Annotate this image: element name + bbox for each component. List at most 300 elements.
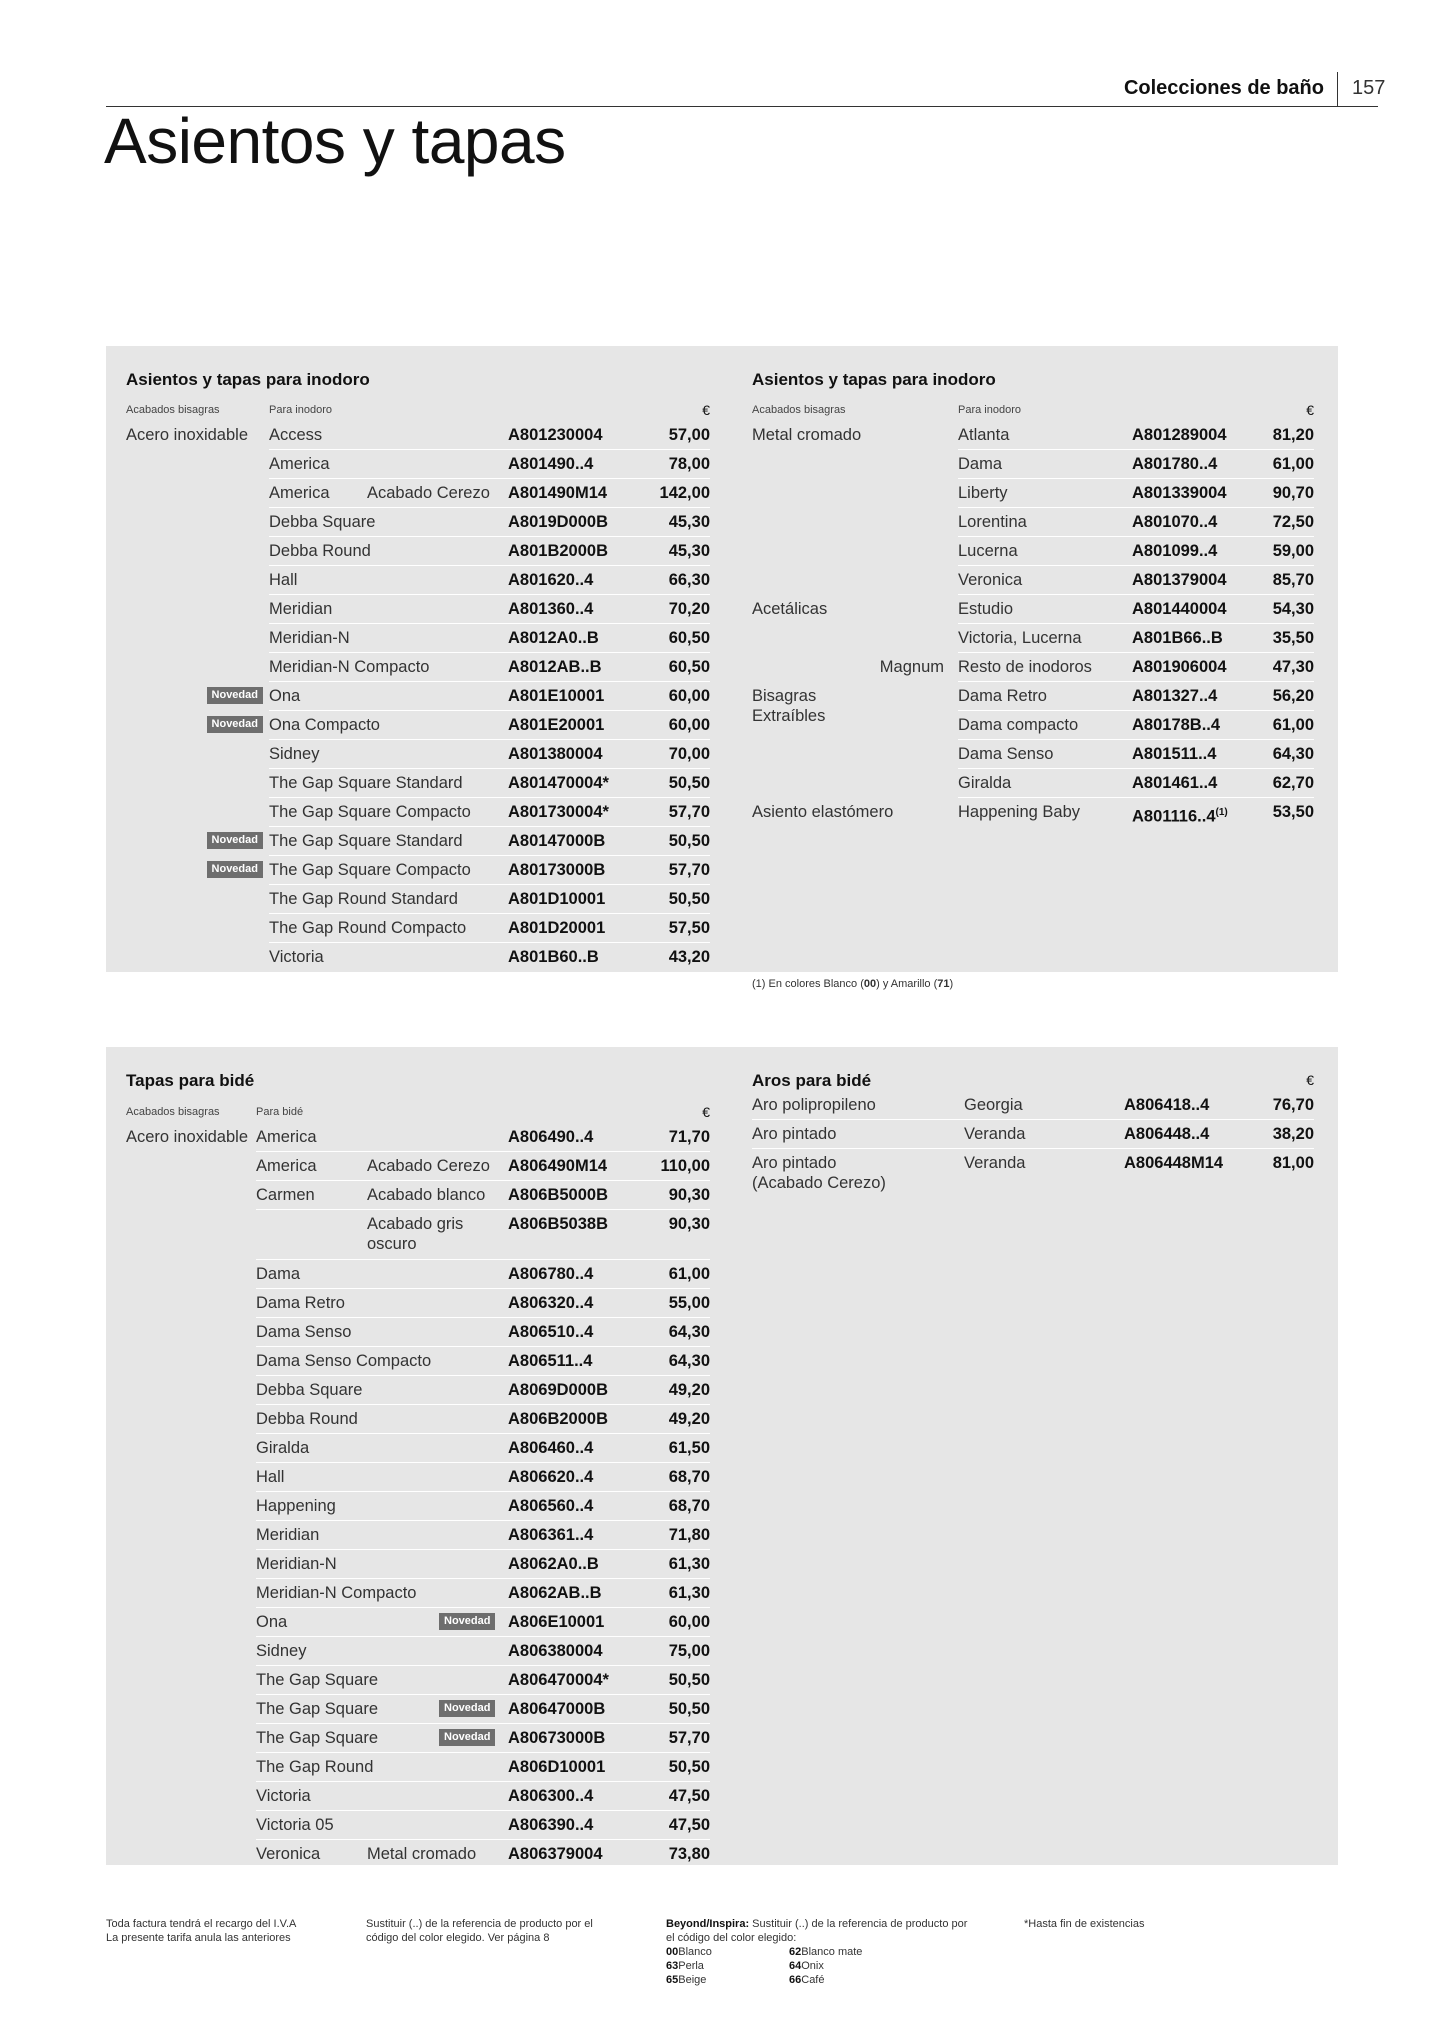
price: 61,30 — [668, 1584, 710, 1602]
panel-bide — [106, 1047, 1338, 1865]
color-code-item — [789, 1973, 825, 1987]
model-name: Sidney — [256, 1642, 307, 1660]
table-row — [126, 1752, 710, 1781]
table-row — [752, 739, 1314, 768]
product-code — [508, 1700, 605, 1719]
product-code — [508, 1787, 593, 1806]
model-name: Lucerna — [958, 542, 1018, 560]
page-number: 157 — [1352, 77, 1386, 99]
product-code — [508, 1186, 608, 1205]
product-code-text: A80178B..4 — [1132, 716, 1221, 734]
table-row — [126, 826, 710, 855]
price: 68,70 — [668, 1497, 710, 1515]
product-code — [508, 1729, 605, 1748]
color-name: Beige — [678, 1974, 707, 1986]
price: 54,30 — [1272, 600, 1314, 618]
product-code-text: A806379004 — [508, 1845, 603, 1863]
price: 50,50 — [668, 1700, 710, 1718]
price: 61,00 — [1272, 716, 1314, 734]
row-divider — [256, 1433, 710, 1434]
row-divider — [269, 507, 710, 508]
model-name: Veranda — [964, 1125, 1026, 1143]
product-code-text: A806448..4 — [1124, 1125, 1210, 1143]
model-name: The Gap Round Compacto — [269, 919, 467, 937]
product-code-text: A806448M14 — [1124, 1154, 1224, 1172]
product-code — [508, 658, 602, 677]
product-code-text: A801B2000B — [508, 542, 608, 560]
row-divider — [958, 797, 1314, 798]
model-name: Access — [269, 426, 323, 444]
hinge-finish-label: Aro polipropileno — [752, 1096, 876, 1114]
product-code — [1132, 513, 1217, 532]
product-code-text: A801E20001 — [508, 716, 605, 734]
color-name: Café — [801, 1974, 825, 1986]
product-code — [508, 1816, 593, 1835]
product-code — [508, 426, 603, 445]
table-row — [126, 507, 710, 536]
product-code — [508, 484, 607, 503]
model-name: Veranda — [964, 1154, 1026, 1172]
model-name: Debba Square — [256, 1381, 363, 1399]
table-row — [126, 1549, 710, 1578]
row-divider — [256, 1665, 710, 1666]
footnote: (1) En colores Blanco (00) y Amarillo (71) — [752, 978, 954, 990]
product-code-text: A806390..4 — [508, 1816, 594, 1834]
novedad-badge: Novedad — [207, 716, 263, 733]
novedad-badge: Novedad — [207, 861, 263, 878]
product-code-text: A806560..4 — [508, 1497, 594, 1515]
table-row — [752, 797, 1314, 826]
product-code — [1124, 1154, 1223, 1173]
row-divider — [269, 478, 710, 479]
product-code — [1132, 600, 1227, 619]
product-code-text: A8012A0..B — [508, 629, 599, 647]
price: 47,30 — [1272, 658, 1314, 676]
color-name: Perla — [678, 1960, 704, 1972]
price: 50,50 — [668, 774, 710, 792]
row-divider — [256, 1723, 710, 1724]
price: 43,20 — [668, 948, 710, 966]
row-divider — [256, 1839, 710, 1840]
product-code-text: A8062A0..B — [508, 1555, 599, 1573]
row-divider — [269, 942, 710, 943]
product-code — [508, 1671, 609, 1690]
product-code-text: A801461..4 — [1132, 774, 1218, 792]
table-row — [126, 1288, 710, 1317]
product-code — [508, 1352, 592, 1371]
price: 50,50 — [668, 832, 710, 850]
section-title: Aros para bidé — [752, 1071, 872, 1090]
row-divider — [269, 884, 710, 885]
product-code — [508, 919, 605, 938]
model-name: Ona — [256, 1613, 288, 1631]
product-code-text: A806380004 — [508, 1642, 603, 1660]
product-code — [508, 745, 603, 764]
product-code-text: A801116..4 — [1132, 807, 1216, 826]
color-code: 00 — [666, 1946, 679, 1958]
product-code-text: A806B5000B — [508, 1186, 608, 1204]
row-divider — [269, 739, 710, 740]
table-row — [126, 1346, 710, 1375]
product-code — [1132, 426, 1227, 445]
price: 49,20 — [668, 1381, 710, 1399]
product-code — [1132, 455, 1217, 474]
price: 64,30 — [1272, 745, 1314, 763]
row-divider — [752, 1119, 1314, 1120]
table-row — [126, 1433, 710, 1462]
column-header-for: Para inodoro — [958, 404, 1021, 416]
table-row — [126, 536, 710, 565]
price: 110,00 — [660, 1157, 710, 1175]
product-code — [1132, 687, 1217, 706]
product-code — [508, 513, 608, 532]
model-name: Debba Round — [256, 1410, 358, 1428]
hinge-finish-label: Metal cromado — [752, 426, 862, 444]
row-divider — [256, 1375, 710, 1376]
product-code-text: A801511..4 — [1132, 745, 1217, 763]
price: 57,50 — [668, 919, 710, 937]
price: 60,50 — [668, 629, 710, 647]
row-divider — [269, 681, 710, 682]
model-name: The Gap Square Standard — [269, 774, 463, 792]
row-divider — [958, 594, 1314, 595]
table-row — [126, 768, 710, 797]
row-divider — [256, 1694, 710, 1695]
row-divider — [958, 449, 1314, 450]
product-code-text: A801490..4 — [508, 455, 594, 473]
price: 61,30 — [668, 1555, 710, 1573]
model-name: The Gap Square — [256, 1671, 378, 1689]
row-divider — [256, 1810, 710, 1811]
product-code-text: A801379004 — [1132, 571, 1227, 589]
currency-header: € — [1306, 1072, 1314, 1088]
row-divider — [256, 1151, 710, 1152]
row-divider — [269, 594, 710, 595]
table-row — [126, 1375, 710, 1404]
row-divider — [958, 652, 1314, 653]
price: 90,70 — [1272, 484, 1314, 502]
row-divider — [269, 536, 710, 537]
model-name: The Gap Round Standard — [269, 890, 458, 908]
product-code-text: A801380004 — [508, 745, 603, 763]
table-row — [126, 884, 710, 913]
product-code — [508, 1381, 608, 1400]
row-divider — [269, 565, 710, 566]
row-divider — [958, 768, 1314, 769]
price: 71,70 — [668, 1128, 710, 1146]
product-code-text: A806320..4 — [508, 1294, 594, 1312]
product-code — [1132, 484, 1227, 503]
row-divider — [256, 1781, 710, 1782]
currency-header: € — [1306, 402, 1314, 418]
table-row — [752, 449, 1314, 478]
price: 53,50 — [1272, 803, 1314, 821]
price: 75,00 — [668, 1642, 710, 1660]
product-code-text: A801070..4 — [1132, 513, 1218, 531]
table-row — [752, 478, 1314, 507]
footer-color-note: Sustituir (..) de la referencia de producto por el código del color elegido. Ver página 8 — [366, 1918, 593, 1944]
product-code — [508, 832, 605, 851]
model-name: Happening — [256, 1497, 336, 1515]
price: 60,50 — [668, 658, 710, 676]
product-code-text: A801289004 — [1132, 426, 1227, 444]
product-code-text: A806300..4 — [508, 1787, 594, 1805]
price: 73,80 — [668, 1845, 710, 1863]
product-code-text: A801B60..B — [508, 948, 599, 966]
price: 57,70 — [668, 1729, 710, 1747]
table-row — [126, 1122, 710, 1151]
price: 66,30 — [668, 571, 710, 589]
table-row — [126, 623, 710, 652]
color-code: 64 — [789, 1960, 802, 1972]
product-code-text: A806511..4 — [508, 1352, 593, 1370]
table-row — [126, 1578, 710, 1607]
currency-header: € — [702, 1104, 710, 1120]
model-name: Veronica — [256, 1845, 321, 1863]
product-code — [508, 1410, 608, 1429]
product-code — [1132, 629, 1223, 648]
product-code-text: A806B5038B — [508, 1215, 608, 1233]
product-code — [508, 890, 605, 909]
row-divider — [958, 681, 1314, 682]
table-row — [126, 1723, 710, 1752]
product-code — [508, 1845, 603, 1864]
color-code-list — [666, 1945, 866, 1987]
product-code-text: A806490..4 — [508, 1128, 594, 1146]
model-name: Veronica — [958, 571, 1023, 589]
row-divider — [256, 1549, 710, 1550]
hinge-finish-label: Extraíbles — [752, 707, 826, 725]
series-label: Magnum — [879, 658, 944, 676]
model-name: Dama Senso Compacto — [256, 1352, 432, 1370]
price: 60,00 — [668, 716, 710, 734]
product-code — [508, 542, 608, 561]
row-divider — [256, 1636, 710, 1637]
product-code — [1132, 774, 1217, 793]
hinge-finish-label: (Acabado Cerezo) — [752, 1174, 886, 1192]
finish-label: Acabado gris — [367, 1215, 464, 1233]
model-name: Georgia — [964, 1096, 1023, 1114]
row-divider — [269, 797, 710, 798]
color-name: Blanco mate — [801, 1946, 863, 1958]
product-code — [508, 803, 609, 822]
product-code — [508, 1265, 593, 1284]
row-divider — [752, 1148, 1314, 1149]
price: 60,00 — [668, 687, 710, 705]
price: 68,70 — [668, 1468, 710, 1486]
price: 50,50 — [668, 1671, 710, 1689]
table-row — [126, 449, 710, 478]
finish-label: Acabado Cerezo — [367, 484, 490, 502]
product-code-text: A801327..4 — [1132, 687, 1218, 705]
row-divider — [256, 1578, 710, 1579]
product-code — [508, 1468, 593, 1487]
product-code-text: A8019D000B — [508, 513, 608, 531]
product-code — [1132, 571, 1227, 590]
table-row — [126, 652, 710, 681]
currency-header: € — [702, 402, 710, 418]
product-code-text: A801360..4 — [508, 600, 594, 618]
product-code-text: A806780..4 — [508, 1265, 594, 1283]
model-name: Giralda — [958, 774, 1012, 792]
color-code: 63 — [666, 1960, 679, 1972]
product-code — [1124, 1125, 1209, 1144]
row-divider — [256, 1752, 710, 1753]
price: 72,50 — [1272, 513, 1314, 531]
table-row — [126, 1462, 710, 1491]
price: 57,70 — [668, 861, 710, 879]
table-row — [752, 768, 1314, 797]
product-code-text: A8012AB..B — [508, 658, 602, 676]
price: 57,00 — [668, 426, 710, 444]
hinge-finish-label: Aro pintado — [752, 1154, 837, 1172]
product-code — [508, 1555, 599, 1574]
table-row — [752, 507, 1314, 536]
price: 70,00 — [668, 745, 710, 763]
product-code — [508, 716, 604, 735]
row-divider — [256, 1462, 710, 1463]
table-row — [126, 1259, 710, 1288]
product-code-text: A806361..4 — [508, 1526, 594, 1544]
product-code — [1132, 745, 1216, 764]
row-divider — [256, 1209, 710, 1210]
product-code-text: A801490M14 — [508, 484, 608, 502]
hinge-finish-label: Acetálicas — [752, 600, 828, 618]
price: 59,00 — [1272, 542, 1314, 560]
product-code — [508, 1157, 607, 1176]
color-name: Onix — [801, 1960, 824, 1972]
model-name: Meridian-N — [256, 1555, 337, 1573]
price: 81,20 — [1272, 426, 1314, 444]
product-code-text: A806460..4 — [508, 1439, 594, 1457]
page-title: Asientos y tapas — [104, 105, 566, 177]
row-divider — [256, 1520, 710, 1521]
product-code — [508, 1439, 593, 1458]
row-divider — [256, 1346, 710, 1347]
model-name: Dama — [958, 455, 1003, 473]
model-name: Dama — [256, 1265, 301, 1283]
model-name: Happening Baby — [958, 803, 1081, 821]
price: 70,20 — [668, 600, 710, 618]
price: 50,50 — [668, 890, 710, 908]
column-header-finish: Acabados bisagras — [126, 404, 220, 416]
finish-label: Metal cromado — [367, 1845, 477, 1863]
product-code — [1132, 716, 1220, 735]
model-name: Dama Senso — [256, 1323, 352, 1341]
product-code — [508, 1642, 603, 1661]
price: 81,00 — [1272, 1154, 1314, 1172]
column-header-for: Para inodoro — [269, 404, 332, 416]
product-code — [508, 1613, 604, 1632]
product-code-text: A80147000B — [508, 832, 606, 850]
novedad-badge: Novedad — [207, 832, 263, 849]
table-row — [126, 1781, 710, 1810]
product-code-text: A801B66..B — [1132, 629, 1223, 647]
model-name: Victoria 05 — [256, 1816, 334, 1834]
color-code: 66 — [789, 1974, 802, 1986]
price: 55,00 — [668, 1294, 710, 1312]
product-code-text: A80673000B — [508, 1729, 606, 1747]
table-row — [752, 652, 1314, 681]
table-row — [126, 710, 710, 739]
product-code — [508, 687, 604, 706]
product-code-text: A806620..4 — [508, 1468, 594, 1486]
row-divider — [269, 855, 710, 856]
product-code-text: A806B2000B — [508, 1410, 608, 1428]
model-name: Debba Round — [269, 542, 371, 560]
row-divider — [269, 710, 710, 711]
product-code-text: A801620..4 — [508, 571, 594, 589]
price: 61,00 — [1272, 455, 1314, 473]
model-name: The Gap Square Compacto — [269, 803, 471, 821]
novedad-badge: Novedad — [207, 687, 263, 704]
product-code — [508, 1128, 593, 1147]
row-divider — [269, 652, 710, 653]
price: 56,20 — [1272, 687, 1314, 705]
product-code-text: A806490M14 — [508, 1157, 608, 1175]
row-divider — [256, 1404, 710, 1405]
model-name: America — [269, 455, 330, 473]
product-code — [508, 1497, 593, 1516]
price: 45,30 — [668, 542, 710, 560]
model-name: Ona Compacto — [269, 716, 380, 734]
footer-stock-note: *Hasta fin de existencias — [1024, 1918, 1145, 1930]
row-divider — [269, 826, 710, 827]
column-header-for: Para bidé — [256, 1106, 304, 1118]
model-name: Ona — [269, 687, 301, 705]
price: 71,80 — [668, 1526, 710, 1544]
product-code — [508, 774, 609, 793]
model-name: Meridian — [256, 1526, 320, 1544]
color-code-item — [666, 1945, 712, 1959]
model-name: Lorentina — [958, 513, 1027, 531]
product-code — [508, 1584, 602, 1603]
product-code-text: A801780..4 — [1132, 455, 1218, 473]
model-name: Victoria — [269, 948, 324, 966]
row-divider — [256, 1180, 710, 1181]
model-name: Dama Retro — [958, 687, 1047, 705]
product-code — [508, 600, 593, 619]
price: 47,50 — [668, 1816, 710, 1834]
color-code: 65 — [666, 1974, 679, 1986]
model-name: Dama Retro — [256, 1294, 345, 1312]
product-code — [508, 948, 599, 967]
row-divider — [958, 536, 1314, 537]
model-name: The Gap Square — [256, 1700, 378, 1718]
table-row — [126, 565, 710, 594]
product-code-text: A801230004 — [508, 426, 603, 444]
color-code: 62 — [789, 1946, 802, 1958]
table-row — [752, 623, 1314, 652]
table-row — [126, 420, 710, 449]
product-code — [508, 1323, 593, 1342]
header-divider — [1337, 72, 1338, 106]
price: 45,30 — [668, 513, 710, 531]
price: 62,70 — [1272, 774, 1314, 792]
table-row — [126, 1491, 710, 1520]
model-name: Debba Square — [269, 513, 376, 531]
product-code-text: A806D10001 — [508, 1758, 606, 1776]
product-code-text: A806470004* — [508, 1671, 609, 1689]
product-code-text: A80647000B — [508, 1700, 606, 1718]
table-row — [752, 594, 1314, 623]
model-name: Carmen — [256, 1186, 315, 1204]
product-code — [508, 571, 593, 590]
row-divider — [269, 913, 710, 914]
product-code-text: A801099..4 — [1132, 542, 1218, 560]
model-name: The Gap Square Compacto — [269, 861, 471, 879]
column-header-finish: Acabados bisagras — [752, 404, 846, 416]
